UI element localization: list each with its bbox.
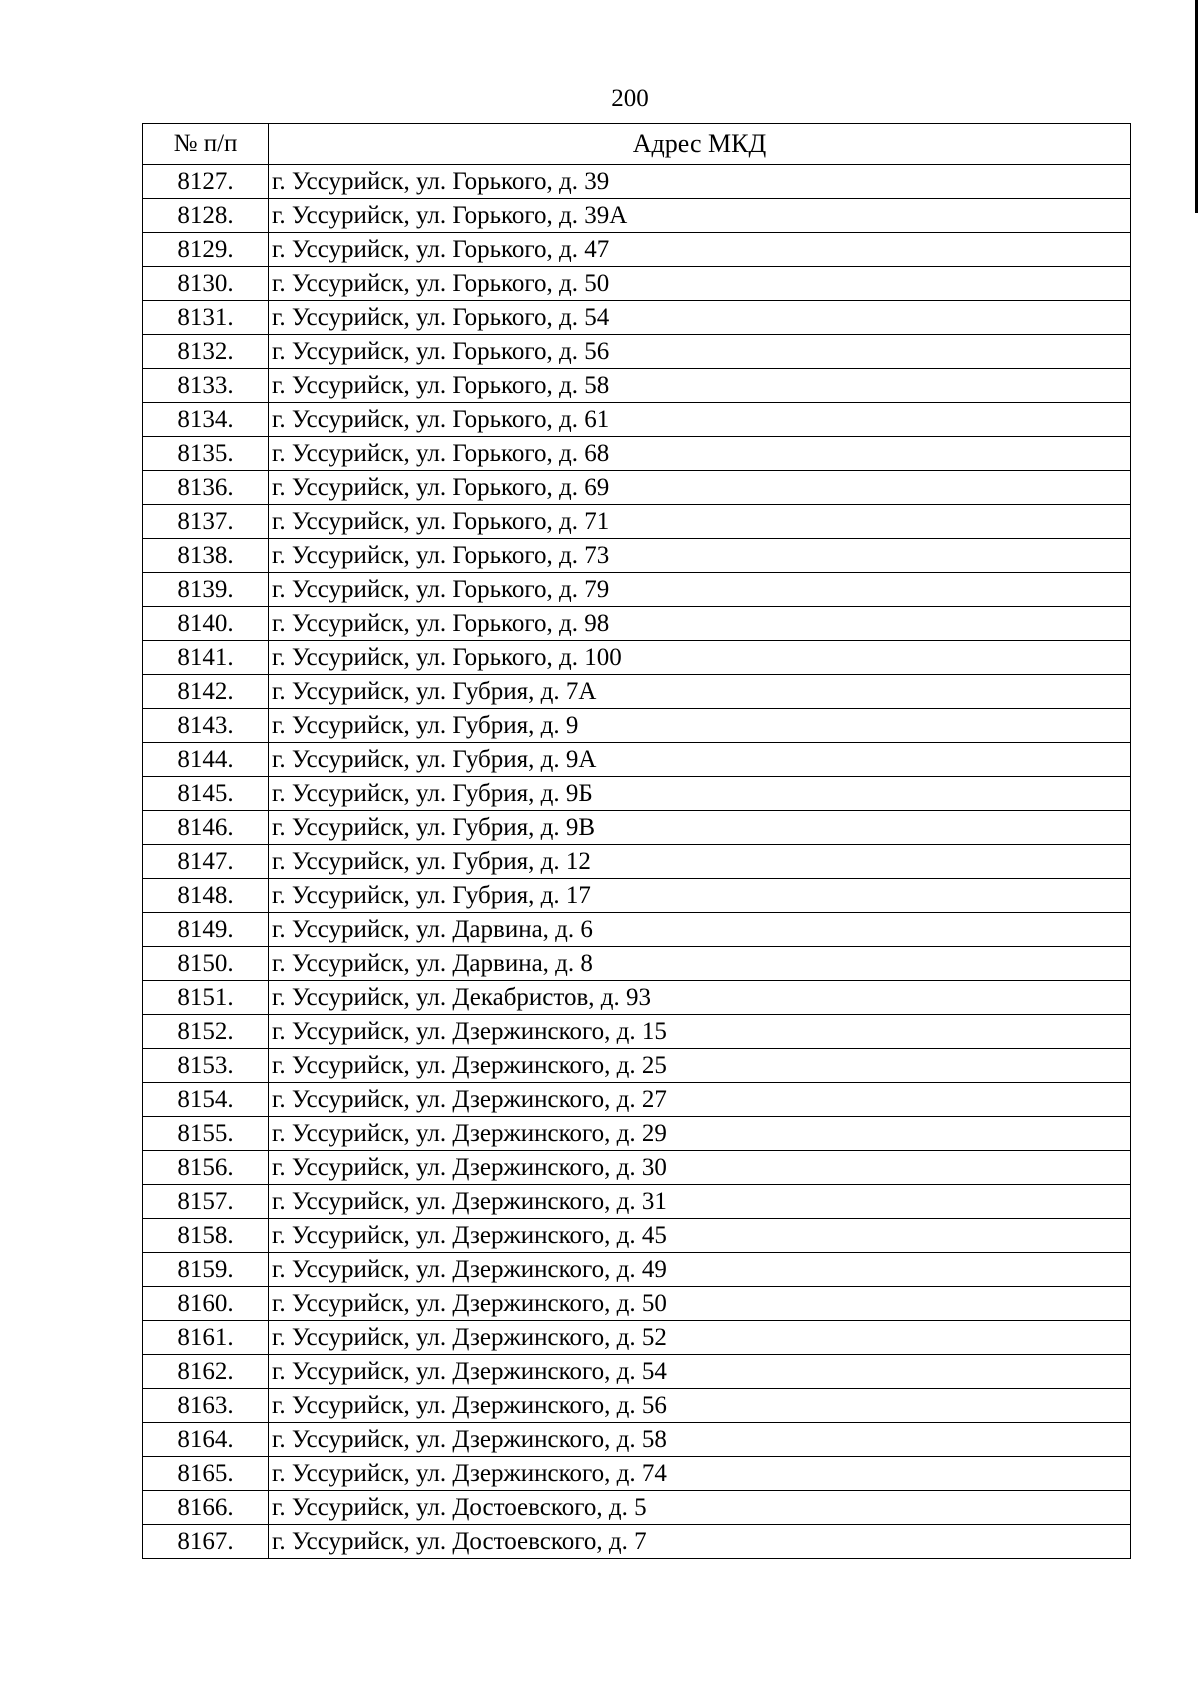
row-number-cell: 8160.: [143, 1287, 269, 1321]
table-row: [143, 1287, 1131, 1321]
row-number-cell: 8148.: [143, 879, 269, 913]
address-cell: г. Уссурийск, ул. Горького, д. 73: [269, 539, 1131, 573]
table-row: [143, 1423, 1131, 1457]
address-cell: г. Уссурийск, ул. Дзержинского, д. 52: [269, 1321, 1131, 1355]
address-cell: г. Уссурийск, ул. Горького, д. 98: [269, 607, 1131, 641]
row-number-cell: 8149.: [143, 913, 269, 947]
table-row: [143, 709, 1131, 743]
row-number-cell: 8143.: [143, 709, 269, 743]
address-cell: г. Уссурийск, ул. Дарвина, д. 6: [269, 913, 1131, 947]
table-row: [143, 437, 1131, 471]
row-number-cell: 8136.: [143, 471, 269, 505]
margin-line: [1195, 0, 1198, 213]
header-row: [143, 124, 1131, 165]
row-number-cell: 8137.: [143, 505, 269, 539]
address-cell: г. Уссурийск, ул. Дарвина, д. 8: [269, 947, 1131, 981]
address-cell: г. Уссурийск, ул. Достоевского, д. 7: [269, 1525, 1131, 1559]
address-cell: г. Уссурийск, ул. Горького, д. 47: [269, 233, 1131, 267]
address-cell: г. Уссурийск, ул. Дзержинского, д. 15: [269, 1015, 1131, 1049]
table-row: [143, 301, 1131, 335]
row-number-cell: 8155.: [143, 1117, 269, 1151]
row-number-cell: 8144.: [143, 743, 269, 777]
table-row: [143, 641, 1131, 675]
address-cell: г. Уссурийск, ул. Дзержинского, д. 25: [269, 1049, 1131, 1083]
address-cell: г. Уссурийск, ул. Губрия, д. 9В: [269, 811, 1131, 845]
table-row: [143, 471, 1131, 505]
table-row: [143, 1321, 1131, 1355]
row-number-cell: 8163.: [143, 1389, 269, 1423]
row-number-cell: 8133.: [143, 369, 269, 403]
row-number-cell: 8140.: [143, 607, 269, 641]
address-cell: г. Уссурийск, ул. Дзержинского, д. 58: [269, 1423, 1131, 1457]
table-row: [143, 845, 1131, 879]
row-number-cell: 8153.: [143, 1049, 269, 1083]
address-cell: г. Уссурийск, ул. Дзержинского, д. 50: [269, 1287, 1131, 1321]
address-cell: г. Уссурийск, ул. Горького, д. 61: [269, 403, 1131, 437]
table-header: [143, 124, 1131, 165]
address-cell: г. Уссурийск, ул. Губрия, д. 9А: [269, 743, 1131, 777]
address-cell: г. Уссурийск, ул. Дзержинского, д. 31: [269, 1185, 1131, 1219]
row-number-cell: 8147.: [143, 845, 269, 879]
table-row: [143, 947, 1131, 981]
table-row: [143, 607, 1131, 641]
row-number-cell: 8145.: [143, 777, 269, 811]
table-row: [143, 777, 1131, 811]
address-cell: г. Уссурийск, ул. Декабристов, д. 93: [269, 981, 1131, 1015]
address-table: [142, 123, 1131, 1559]
table-row: [143, 981, 1131, 1015]
page-number: 200: [611, 85, 649, 112]
row-number-cell: 8128.: [143, 199, 269, 233]
address-cell: г. Уссурийск, ул. Дзержинского, д. 27: [269, 1083, 1131, 1117]
address-cell: г. Уссурийск, ул. Губрия, д. 7А: [269, 675, 1131, 709]
address-cell: г. Уссурийск, ул. Дзержинского, д. 45: [269, 1219, 1131, 1253]
row-number-cell: 8139.: [143, 573, 269, 607]
address-cell: г. Уссурийск, ул. Горького, д. 71: [269, 505, 1131, 539]
table-row: [143, 369, 1131, 403]
table-row: [143, 1389, 1131, 1423]
table-row: [143, 1083, 1131, 1117]
address-cell: г. Уссурийск, ул. Дзержинского, д. 30: [269, 1151, 1131, 1185]
table-row: [143, 743, 1131, 777]
row-number-cell: 8127.: [143, 165, 269, 199]
row-number-cell: 8151.: [143, 981, 269, 1015]
row-number-cell: 8167.: [143, 1525, 269, 1559]
address-cell: г. Уссурийск, ул. Губрия, д. 17: [269, 879, 1131, 913]
row-number-cell: 8130.: [143, 267, 269, 301]
address-cell: г. Уссурийск, ул. Горького, д. 79: [269, 573, 1131, 607]
row-number-cell: 8135.: [143, 437, 269, 471]
table-body: [143, 165, 1131, 1559]
table-row: [143, 267, 1131, 301]
address-cell: г. Уссурийск, ул. Дзержинского, д. 54: [269, 1355, 1131, 1389]
table-row: [143, 539, 1131, 573]
address-cell: г. Уссурийск, ул. Губрия, д. 9Б: [269, 777, 1131, 811]
row-number-cell: 8141.: [143, 641, 269, 675]
table-row: [143, 1253, 1131, 1287]
row-number-cell: 8159.: [143, 1253, 269, 1287]
table-row: [143, 403, 1131, 437]
table-row: [143, 233, 1131, 267]
row-number-cell: 8132.: [143, 335, 269, 369]
row-number-cell: 8156.: [143, 1151, 269, 1185]
column-header-address: Адрес МКД: [269, 124, 1131, 165]
table-row: [143, 913, 1131, 947]
address-cell: г. Уссурийск, ул. Дзержинского, д. 74: [269, 1457, 1131, 1491]
table-row: [143, 1219, 1131, 1253]
table-row: [143, 573, 1131, 607]
address-cell: г. Уссурийск, ул. Горького, д. 54: [269, 301, 1131, 335]
address-cell: г. Уссурийск, ул. Горького, д. 39А: [269, 199, 1131, 233]
table-row: [143, 1355, 1131, 1389]
row-number-cell: 8142.: [143, 675, 269, 709]
row-number-cell: 8165.: [143, 1457, 269, 1491]
address-cell: г. Уссурийск, ул. Дзержинского, д. 29: [269, 1117, 1131, 1151]
row-number-cell: 8166.: [143, 1491, 269, 1525]
address-cell: г. Уссурийск, ул. Достоевского, д. 5: [269, 1491, 1131, 1525]
address-cell: г. Уссурийск, ул. Горького, д. 39: [269, 165, 1131, 199]
table-row: [143, 165, 1131, 199]
address-cell: г. Уссурийск, ул. Горького, д. 50: [269, 267, 1131, 301]
column-header-number: № п/п: [143, 124, 269, 165]
table-row: [143, 1525, 1131, 1559]
table-row: [143, 811, 1131, 845]
row-number-cell: 8162.: [143, 1355, 269, 1389]
row-number-cell: 8158.: [143, 1219, 269, 1253]
table-row: [143, 1117, 1131, 1151]
table-row: [143, 1491, 1131, 1525]
address-cell: г. Уссурийск, ул. Горького, д. 58: [269, 369, 1131, 403]
row-number-cell: 8161.: [143, 1321, 269, 1355]
address-cell: г. Уссурийск, ул. Горького, д. 100: [269, 641, 1131, 675]
row-number-cell: 8150.: [143, 947, 269, 981]
row-number-cell: 8138.: [143, 539, 269, 573]
table-row: [143, 1015, 1131, 1049]
row-number-cell: 8129.: [143, 233, 269, 267]
address-cell: г. Уссурийск, ул. Губрия, д. 9: [269, 709, 1131, 743]
table-row: [143, 675, 1131, 709]
address-cell: г. Уссурийск, ул. Горького, д. 56: [269, 335, 1131, 369]
table-row: [143, 1457, 1131, 1491]
address-cell: г. Уссурийск, ул. Дзержинского, д. 56: [269, 1389, 1131, 1423]
table-row: [143, 199, 1131, 233]
address-cell: г. Уссурийск, ул. Горького, д. 68: [269, 437, 1131, 471]
row-number-cell: 8134.: [143, 403, 269, 437]
address-cell: г. Уссурийск, ул. Горького, д. 69: [269, 471, 1131, 505]
row-number-cell: 8164.: [143, 1423, 269, 1457]
table-row: [143, 1185, 1131, 1219]
row-number-cell: 8154.: [143, 1083, 269, 1117]
table-row: [143, 1049, 1131, 1083]
row-number-cell: 8157.: [143, 1185, 269, 1219]
address-cell: г. Уссурийск, ул. Губрия, д. 12: [269, 845, 1131, 879]
table-row: [143, 505, 1131, 539]
row-number-cell: 8152.: [143, 1015, 269, 1049]
table-row: [143, 879, 1131, 913]
row-number-cell: 8131.: [143, 301, 269, 335]
address-cell: г. Уссурийск, ул. Дзержинского, д. 49: [269, 1253, 1131, 1287]
table-row: [143, 1151, 1131, 1185]
row-number-cell: 8146.: [143, 811, 269, 845]
table-row: [143, 335, 1131, 369]
